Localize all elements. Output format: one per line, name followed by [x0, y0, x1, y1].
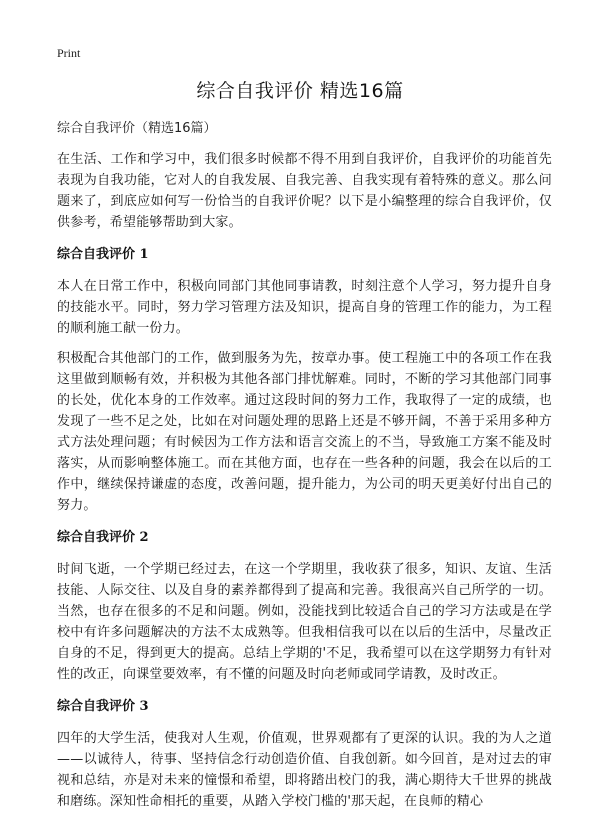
page-title: 综合自我评价 精选16篇: [196, 80, 404, 102]
section-heading-2: 综合自我评价 2: [57, 530, 149, 545]
intro-paragraph: 在生活、工作和学习中，我们很多时候都不得不用到自我评价，自我评价的功能首先表现为自我功能，它对人的自我发展、自我完善、自我实现有着特殊的意义。那么问题来了，到底应如何写一份恰当的自我评价呢？以下是小编整理的综合自我评价，仅供参考，希望能够帮助到大家。: [57, 152, 552, 230]
section-1-paragraph-2: 积极配合其他部门的工作，做到服务为先，按章办事。使工程施工中的各项工作在我这里做到顺畅有效，并积极为其他各部门排忧解难。同时，不断的学习其他部门同事的长处，优化本身的工作效率。通过这段时间的努力工作，我取得了一定的成绩，也发现了一些不足之处，比如在对问题处理的思路上还是不够开阔，不善于采用多种方式方法处理问题；有时候因为工作方法和语言交流上的不当，导致施工方案不能及时落实，从而影响整体施工。而在其他方面，也存在一些各种的问题，我会在以后的工作中，继续保持谦虚的态度，改善问题，提升能力，为公司的明天更美好付出自己的努力。: [57, 351, 552, 513]
section-3-paragraph-1: 四年的大学生活，使我对人生观，价值观，世界观都有了更深的认识。我的为人之道——以诚待人，待事、坚持信念行动创造价值、自我创新。如今回首，是对过去的审视和总结，亦是对未来的憧憬和希望，即将踏出校门的我，满心期待大千世界的挑战和磨练。深知性命相托的重要，从踏入学校门槛的'那天起，在良师的精心: [57, 731, 552, 809]
section-heading-3: 综合自我评价 3: [57, 699, 149, 714]
document-body: [57, 118, 552, 821]
section-2-paragraph-1: 时间飞逝，一个学期已经过去，在这一个学期里，我收获了很多，知识、友谊、生活技能、人际交往、以及自身的素养都得到了提高和完善。我很高兴自己所学的一切。当然，也存在很多的不足和问题。例如，没能找到比较适合自己的学习方法或是在学校中有许多问题解决的方法不太成熟等。但我相信我可以在以后的生活中，尽量改正自身的不足，得到更大的提高。总结上学期的'不足，我希望可以在这学期努力有针对性的改正，向课堂要效率，有不懂的问题及时向老师或同学请教，及时改正。: [57, 562, 552, 682]
document-subtitle: 综合自我评价（精选16篇）: [57, 121, 217, 136]
section-heading-1: 综合自我评价 1: [57, 247, 149, 262]
section-1-paragraph-1: 本人在日常工作中，积极向同部门其他同事请教，时刻注意个人学习，努力提升自身的技能水平。同时，努力学习管理方法及知识，提高自身的管理工作的能力，为工程的顺利施工献一份力。: [57, 279, 552, 336]
print-link[interactable]: Print: [57, 46, 81, 60]
